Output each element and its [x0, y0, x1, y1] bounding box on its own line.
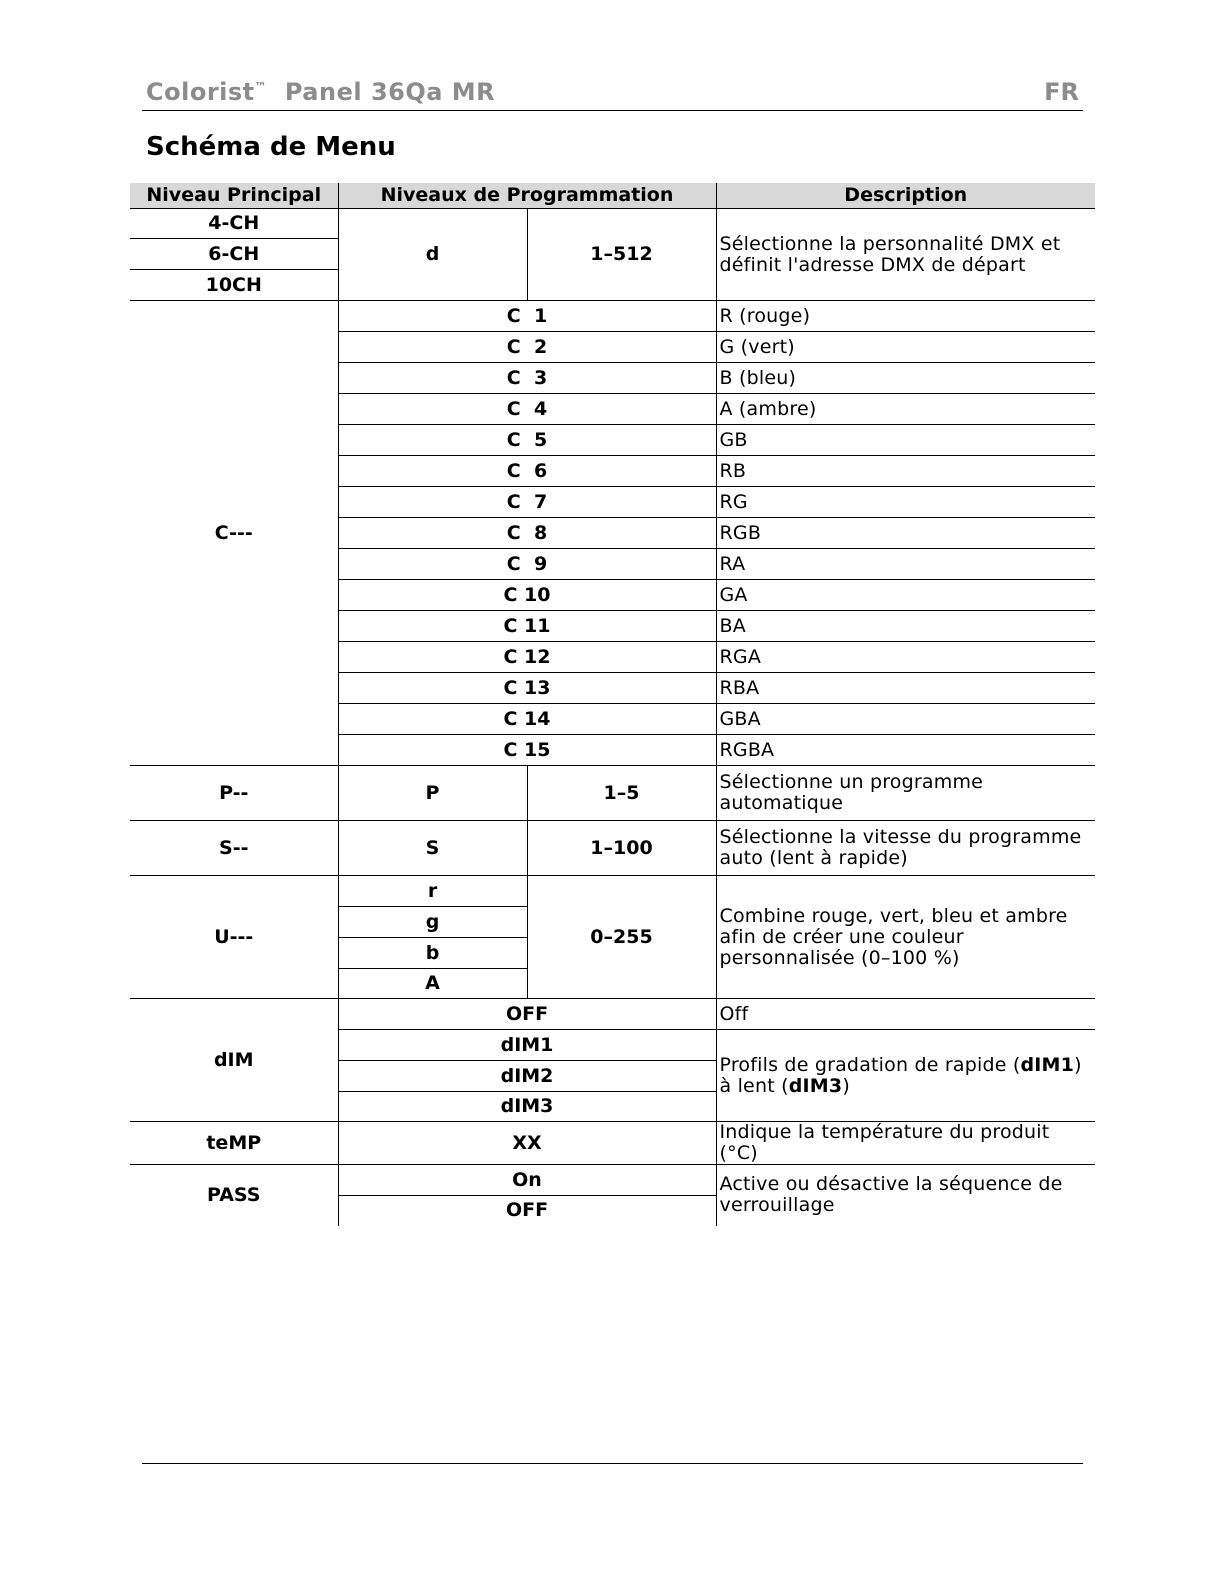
description-cell: RBA	[716, 673, 1095, 704]
table-row	[130, 876, 1095, 907]
prog-cell: C 13	[338, 673, 716, 704]
trademark-symbol: ™	[254, 80, 268, 94]
prog-cell: C 6	[338, 456, 716, 487]
description-cell: Off	[716, 999, 1095, 1030]
main-level-cell: 6-CH	[130, 239, 338, 270]
dim-desc-text: Profils de gradation de rapide (	[719, 1053, 1021, 1076]
description-cell: Indique la température du produit (°C)	[716, 1122, 1095, 1165]
table-row	[130, 301, 1095, 332]
main-level-cell: C---	[130, 301, 338, 766]
range-cell: 1–5	[527, 766, 716, 821]
main-level-cell: dIM	[130, 999, 338, 1122]
prog-cell: C 12	[338, 642, 716, 673]
prog-cell: OFF	[338, 999, 716, 1030]
prog-cell: OFF	[338, 1196, 716, 1226]
description-cell: RGB	[716, 518, 1095, 549]
description-cell: RA	[716, 549, 1095, 580]
prog-cell: C 4	[338, 394, 716, 425]
description-cell: Combine rouge, vert, bleu et ambre afin de créer une couleur personnalisée (0–100 %)	[716, 876, 1095, 999]
description-cell: Sélectionne la vitesse du programme auto (lent à rapide)	[716, 821, 1095, 876]
main-level-cell: PASS	[207, 1183, 261, 1206]
description-cell: BA	[716, 611, 1095, 642]
prog-cell: C 1	[338, 301, 716, 332]
description-cell: Active ou désactive la séquence de verrouillage	[716, 1165, 1095, 1226]
prog-cell: P	[338, 766, 527, 821]
prog-cell: C 15	[338, 735, 716, 766]
description-cell: A (ambre)	[716, 394, 1095, 425]
prog-cell: dIM3	[338, 1092, 716, 1122]
description-cell: GB	[716, 425, 1095, 456]
prog-cell: dIM1	[338, 1030, 716, 1061]
main-level-cell: 4-CH	[130, 209, 338, 239]
description-cell: R (rouge)	[716, 301, 1095, 332]
range-cell: 1–512	[527, 209, 716, 301]
main-level-cell: teMP	[130, 1122, 338, 1165]
dim-desc-bold-2: dIM3	[788, 1074, 843, 1097]
footer-divider	[142, 1463, 1083, 1464]
dim-desc-text: )	[842, 1074, 850, 1097]
table-row	[130, 209, 1095, 239]
prog-cell: dIM2	[338, 1061, 716, 1092]
main-level-cell: 10CH	[130, 270, 338, 301]
product-model: Panel 36Qa MR	[284, 78, 496, 106]
dim-desc-text: ) à lent (	[719, 1053, 1082, 1097]
range-cell: 0–255	[527, 876, 716, 999]
prog-cell: r	[338, 876, 527, 907]
table-row	[130, 999, 1095, 1030]
section-title: Schéma de Menu	[146, 132, 396, 162]
description-cell: RGBA	[716, 735, 1095, 766]
description-cell: RG	[716, 487, 1095, 518]
main-level-cell: P--	[130, 766, 338, 821]
prog-cell: A	[338, 969, 527, 999]
main-level-cell: U---	[130, 876, 338, 999]
description-cell	[716, 1030, 1095, 1122]
menu-map-table	[130, 183, 1095, 1226]
header-programming-levels: Niveaux de Programmation	[338, 183, 716, 209]
prog-cell: C 9	[338, 549, 716, 580]
page-header	[142, 74, 1083, 111]
header-description: Description	[716, 183, 1095, 209]
product-name	[146, 78, 495, 106]
prog-cell: C 5	[338, 425, 716, 456]
product-brand: Colorist	[146, 78, 255, 106]
table-header-row	[130, 183, 1095, 209]
description-cell: B (bleu)	[716, 363, 1095, 394]
table-row	[130, 1165, 1095, 1196]
prog-cell: On	[338, 1165, 716, 1196]
prog-cell: d	[338, 209, 527, 301]
prog-cell: g	[338, 907, 527, 938]
description-cell: Sélectionne la personnalité DMX et définit l'adresse DMX de départ	[716, 209, 1095, 301]
header-main-level: Niveau Principal	[130, 183, 338, 209]
prog-cell: C 11	[338, 611, 716, 642]
description-cell: GA	[716, 580, 1095, 611]
prog-cell: C 8	[338, 518, 716, 549]
prog-cell: b	[338, 938, 527, 969]
prog-cell: XX	[338, 1122, 716, 1165]
language-code: FR	[1044, 78, 1079, 106]
prog-cell: C 7	[338, 487, 716, 518]
description-cell: RB	[716, 456, 1095, 487]
table-row	[130, 766, 1095, 821]
description-cell: Sélectionne un programme automatique	[716, 766, 1095, 821]
main-level-cell: S--	[130, 821, 338, 876]
prog-cell: C 2	[338, 332, 716, 363]
table-row	[130, 1122, 1095, 1165]
table-row	[130, 821, 1095, 876]
description-cell: RGA	[716, 642, 1095, 673]
prog-cell: C 3	[338, 363, 716, 394]
prog-cell: C 10	[338, 580, 716, 611]
prog-cell: S	[338, 821, 527, 876]
dim-desc-bold-1: dIM1	[1020, 1053, 1075, 1076]
range-cell: 1–100	[527, 821, 716, 876]
description-cell: G (vert)	[716, 332, 1095, 363]
description-cell: GBA	[716, 704, 1095, 735]
prog-cell: C 14	[338, 704, 716, 735]
